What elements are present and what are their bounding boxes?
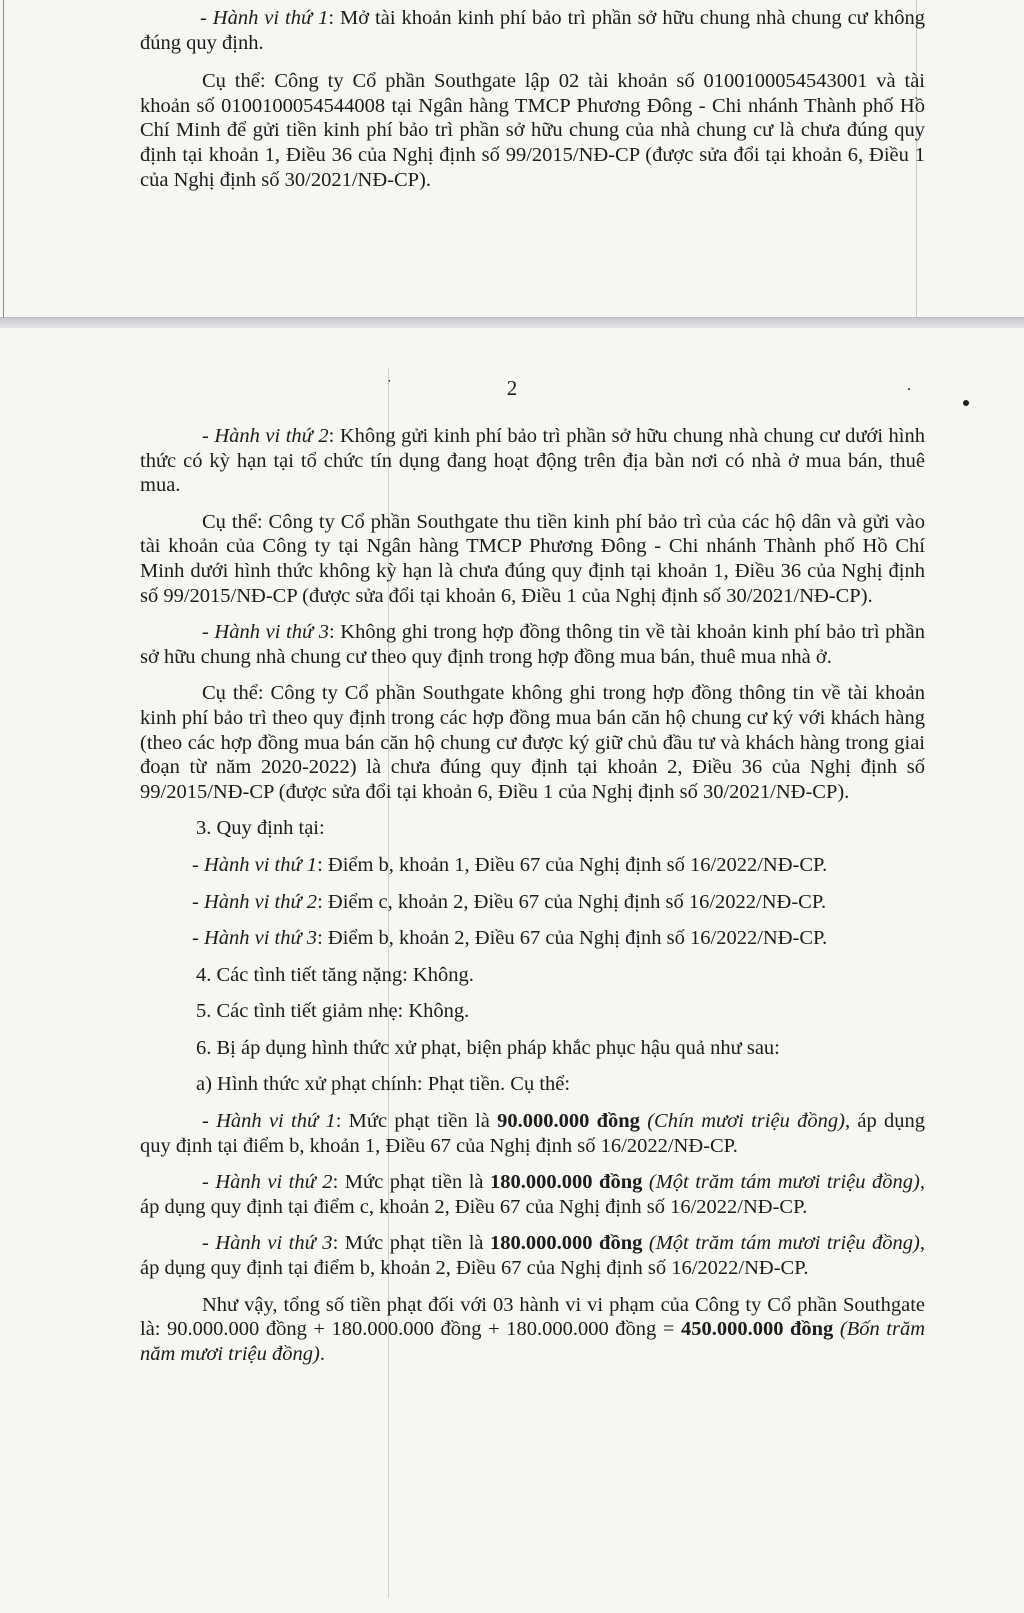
fine-2-amount: 180.000.000 đồng [490,1171,643,1194]
fine-violation-2 [140,1170,925,1219]
rule-1-label: - Hành vi thứ 1 [192,853,318,876]
fine-violation-3 [140,1231,925,1280]
scan-speck [908,388,910,390]
total-fine-text: Như vậy, tổng số tiền phạt đối với 03 hành vi vi phạm của Công ty Cổ phần Southgate là: 90.000.000 đồng + 180.000.000 đồng + 180.000.000 đồng = [140,1293,925,1341]
rule-violation-1 [140,853,925,878]
total-fine-paragraph [140,1293,925,1367]
fine-3-words: (Một trăm tám mươi triệu đồng) [642,1232,920,1255]
section-5-mitigating: 5. Các tình tiết giảm nhẹ: Không. [196,1000,470,1023]
section-4-aggravating: 4. Các tình tiết tăng nặng: Không. [196,963,474,986]
violation-1-paragraph [140,6,925,55]
fine-2-words: (Một trăm tám mươi triệu đồng) [642,1171,920,1194]
violation-3-detail: Cụ thể: Công ty Cổ phần Southgate không ghi trong hợp đồng thông tin về tài khoản kinh phí bảo trì theo quy định trong các hợp đồng mua bán căn hộ chung cư ký với khách hàng (theo các hợp đồng mua bán căn hộ chung cư được ký giữ chủ đầu tư và khách hàng trong giai đoạn từ năm 2020-2022) là chưa đúng quy định tại khoản 2, Điều 36 của Nghị định số 99/2015/NĐ-CP (được sửa đổi tại khoản 6, Điều 1 của Nghị định số 30/2021/NĐ-CP). [140,682,925,803]
rule-2-label: - Hành vi thứ 2 [192,890,318,913]
fine-1-pre: : Mức phạt tiền là [335,1110,498,1133]
document-page-2 [0,328,1024,1613]
rule-3-label: - Hành vi thứ 3 [192,927,318,950]
violation-1-label: - Hành vi thứ 1 [200,7,329,29]
violation-3-label: - Hành vi thứ 3 [202,621,329,644]
page-edge-left [3,0,4,318]
total-fine-end: . [319,1342,325,1365]
fine-1-amount: 90.000.000 đồng [497,1110,640,1133]
violation-2-detail: Cụ thể: Công ty Cổ phần Southgate thu tiền kinh phí bảo trì của các hộ dân và gửi vào tài khoản của Công ty tại Ngân hàng TMCP Phương Đông - Chi nhánh Thành phố Hồ Chí Minh dưới hình thức không kỳ hạn là chưa đúng quy định tại khoản 1, Điều 36 của Nghị định số 99/2015/NĐ-CP (được sửa đổi tại khoản 6, Điều 1 của Nghị định số 30/2021/NĐ-CP). [140,510,925,607]
violation-2-paragraph [140,424,925,498]
violation-3-text: : Không ghi trong hợp đồng thông tin về tài khoản kinh phí bảo trì phần sở hữu chung nhà chung cư theo quy định trong hợp đồng mua bán, thuê mua nhà ở. [140,621,925,668]
fine-3-amount: 180.000.000 đồng [490,1232,643,1255]
fine-3-basis: , áp dụng quy định tại điểm b, khoản 2, Điều 67 của Nghị định số 16/2022/NĐ-CP. [140,1232,925,1280]
fine-2-basis: , áp dụng quy định tại điểm c, khoản 2, Điều 67 của Nghị định số 16/2022/NĐ-CP. [140,1171,925,1218]
rule-violation-2 [140,890,925,915]
fine-2-pre: : Mức phạt tiền là [332,1171,491,1194]
page-1-body [140,6,925,192]
total-fine-words: (Bốn trăm năm mươi triệu đồng) [140,1318,925,1365]
rule-2-text: : Điểm c, khoản 2, Điều 67 của Nghị định số 16/2022/NĐ-CP. [317,890,827,913]
page-2-body [140,424,925,1366]
violation-1-text: : Mở tài khoản kinh phí bảo trì phần sở hữu chung nhà chung cư không đúng quy định. [140,7,925,54]
section-3-heading: 3. Quy định tại: [196,817,325,840]
rule-violation-3 [140,926,925,951]
fine-violation-1 [140,1109,925,1158]
rule-3-text: : Điểm b, khoản 2, Điều 67 của Nghị định số 16/2022/NĐ-CP. [317,927,828,950]
total-fine-amount: 450.000.000 đồng [680,1318,834,1341]
fine-3-label: - Hành vi thứ 3 [202,1232,333,1255]
fine-3-pre: : Mức phạt tiền là [332,1232,491,1255]
page-gap [0,318,1024,328]
fine-2-label: - Hành vi thứ 2 [202,1171,333,1194]
page-number: 2 [506,376,518,400]
section-6a-heading: a) Hình thức xử phạt chính: Phạt tiền. Cụ thể: [196,1073,571,1096]
document-page-1 [0,0,1024,318]
fine-1-words: (Chín mươi triệu đồng) [639,1110,845,1133]
fine-1-label: - Hành vi thứ 1 [202,1110,336,1133]
section-6-heading: 6. Bị áp dụng hình thức xử phạt, biện pháp khắc phục hậu quả như sau: [196,1036,780,1059]
violation-2-text: : Không gửi kinh phí bảo trì phần sở hữu chung nhà chung cư dưới hình thức có kỳ hạn tại tổ chức tín dụng đang hoạt động trên địa bàn nơi có nhà ở mua bán, thuê mua. [140,425,925,497]
violation-3-paragraph [140,620,925,669]
violation-1-detail: Cụ thể: Công ty Cổ phần Southgate lập 02 tài khoản số 0100100054543001 và tài khoản số 0100100054544008 tại Ngân hàng TMCP Phương Đông - Chi nhánh Thành phố Hồ Chí Minh để gửi tiền kinh phí bảo trì phần sở hữu chung của nhà chung cư là chưa đúng quy định tại khoản 1, Điều 36 của Nghị định số 99/2015/NĐ-CP (được sửa đổi tại khoản 6, Điều 1 của Nghị định số 30/2021/NĐ-CP). [140,70,925,191]
scan-dot [963,400,969,406]
rule-1-text: : Điểm b, khoản 1, Điều 67 của Nghị định số 16/2022/NĐ-CP. [317,853,828,876]
fine-1-basis: , áp dụng quy định tại điểm b, khoản 1, Điều 67 của Nghị định số 16/2022/NĐ-CP. [140,1110,925,1157]
violation-2-label: - Hành vi thứ 2 [202,425,329,447]
